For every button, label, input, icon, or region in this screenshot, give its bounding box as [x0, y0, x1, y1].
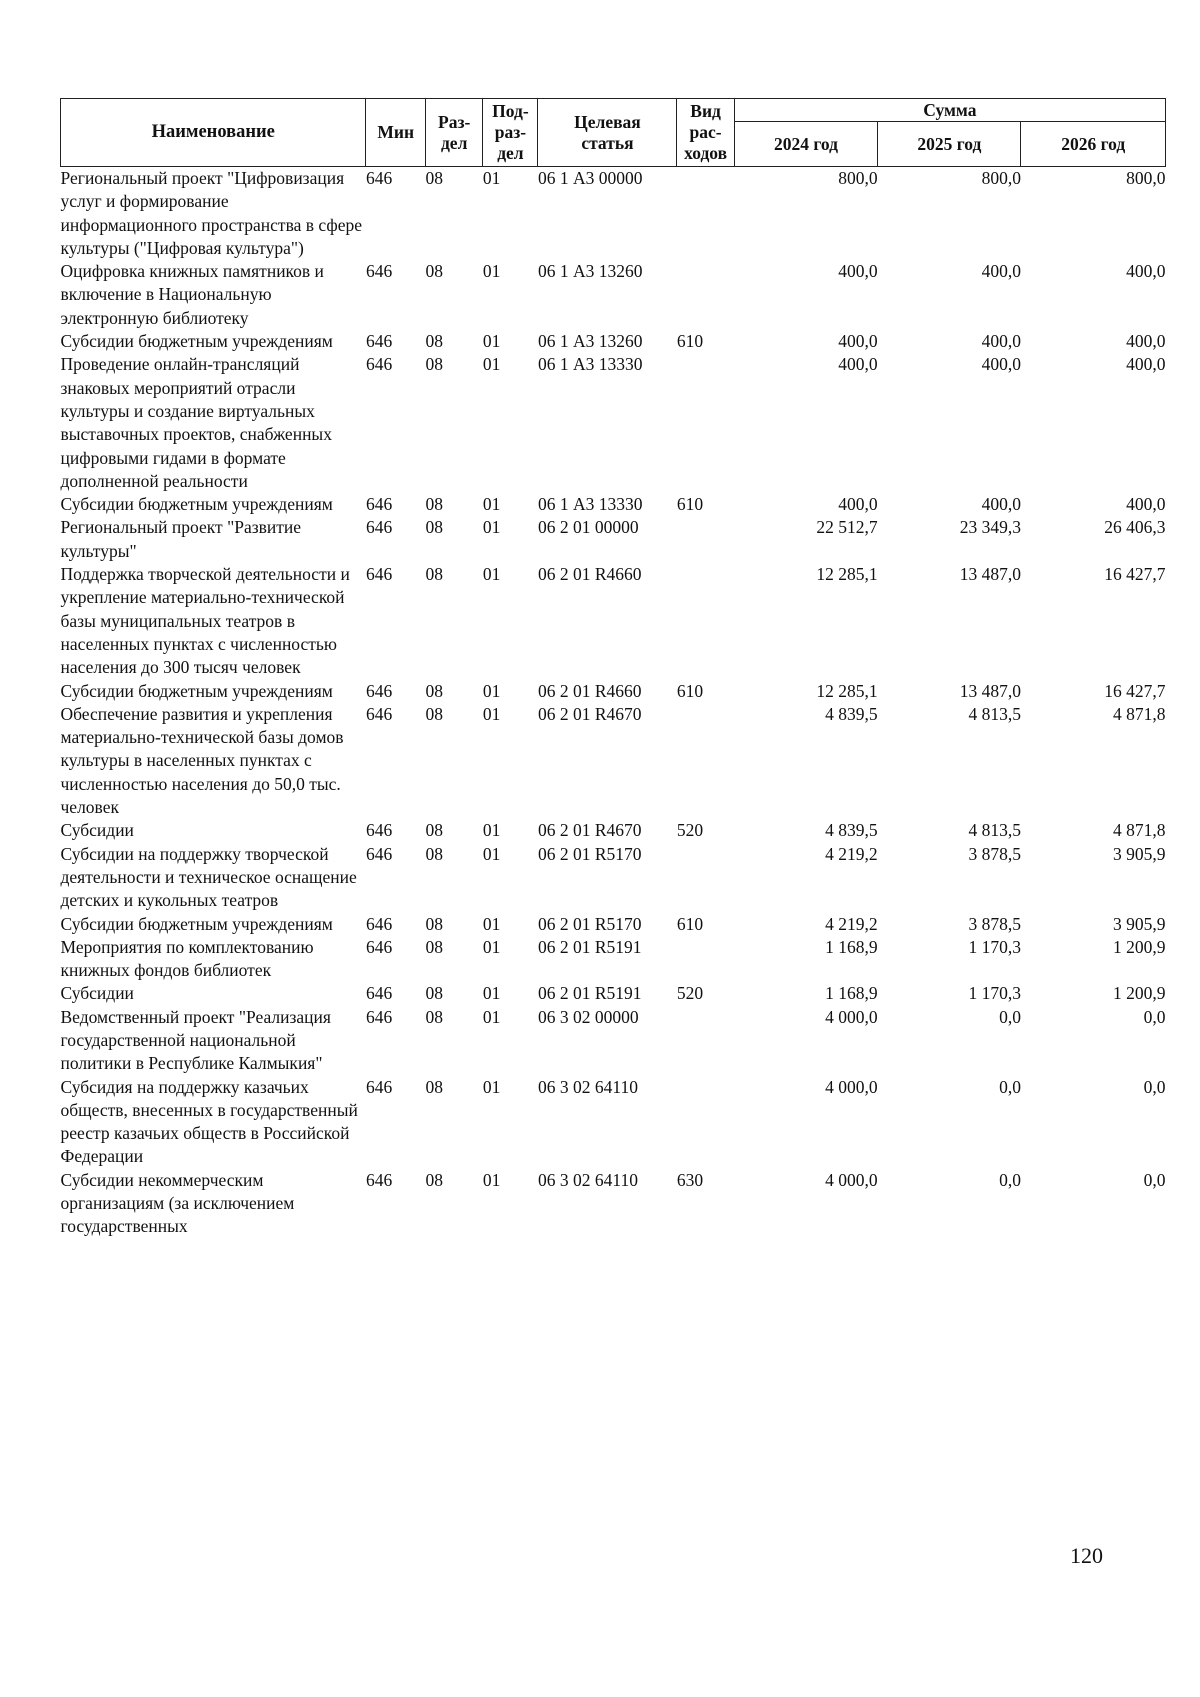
vid-rashodov-cell [677, 1006, 734, 1076]
podrazdel-cell: 01 [482, 913, 501, 934]
razdel-cell: 08 [425, 354, 444, 375]
sum-2026-cell: 0,0 [1143, 1169, 1166, 1190]
sum-2025-cell: 13 487,0 [959, 680, 1021, 701]
vid-rashodov-cell [677, 260, 734, 330]
razdel-cell: 08 [425, 564, 444, 585]
sum-2024-cell: 12 285,1 [816, 680, 878, 701]
sum-2025-cell: 3 878,5 [968, 913, 1021, 934]
razdel-cell: 08 [425, 494, 444, 515]
celevaya-statya-cell: 06 2 01 R4670 [537, 703, 642, 724]
sum-2025-cell: 3 878,5 [968, 843, 1021, 864]
name-cell: Обеспечение развития и укрепления материально-технической базы домов культуры в населенных пунктах с численностью населения до 50,0 тыс. человек [60, 703, 344, 818]
page-number: 120 [1070, 1543, 1103, 1568]
podrazdel-cell: 01 [482, 564, 501, 585]
podrazdel-cell: 01 [482, 354, 501, 375]
budget-table [60, 98, 1166, 1239]
sum-2026-cell: 16 427,7 [1104, 564, 1166, 585]
celevaya-statya-cell: 06 1 А3 13330 [537, 494, 643, 515]
table-row [61, 167, 1166, 261]
razdel-cell: 08 [425, 843, 444, 864]
celevaya-statya-cell: 06 2 01 R5191 [537, 936, 642, 957]
podrazdel-cell: 01 [482, 168, 501, 188]
sum-2026-cell: 400,0 [1126, 331, 1166, 352]
vid-rashodov-cell [677, 843, 734, 913]
budget-sheet [60, 98, 1166, 1239]
table-row [61, 516, 1166, 563]
sum-2024-cell: 1 168,9 [825, 983, 878, 1004]
razdel-cell: 08 [425, 1006, 444, 1027]
sum-2025-cell: 1 170,3 [968, 936, 1021, 957]
name-cell: Субсидия на поддержку казачьих обществ, внесенных в государственный реестр казачьих обществ в Российской Федерации [60, 1076, 358, 1167]
min-cell: 646 [365, 517, 393, 538]
razdel-cell: 08 [425, 820, 444, 841]
razdel-cell: 08 [425, 168, 444, 188]
table-row [61, 330, 1166, 353]
name-cell: Субсидии [60, 820, 134, 841]
table-row [61, 493, 1166, 516]
vid-rashodov-cell [677, 936, 734, 983]
header-name: Наименование [61, 99, 366, 167]
podrazdel-cell: 01 [482, 494, 501, 515]
header-min: Мин [366, 99, 426, 167]
sum-2024-cell: 400,0 [838, 261, 878, 282]
vid-rashodov-cell [677, 1076, 734, 1169]
vid-rashodov-cell [677, 516, 734, 563]
name-cell: Поддержка творческой деятельности и укрепление материально-технической базы муниципальных театров в населенных пунктах с численностью населения до 300 тысяч человек [60, 564, 350, 678]
table-row [61, 913, 1166, 936]
podrazdel-cell: 01 [482, 1076, 501, 1097]
table-body [61, 167, 1166, 1239]
sum-2026-cell: 800,0 [1126, 168, 1166, 188]
table-row [61, 703, 1166, 819]
table-row [61, 260, 1166, 330]
sum-2026-cell: 16 427,7 [1104, 680, 1166, 701]
vid-rashodov-cell [677, 353, 734, 493]
table-row [61, 563, 1166, 679]
header-year-2024: 2024 год [734, 122, 877, 167]
min-cell: 646 [365, 168, 393, 188]
min-cell: 646 [365, 680, 393, 701]
header-podrazdel: Под- раз- дел [483, 99, 538, 167]
table-header [61, 99, 1166, 167]
sum-2025-cell: 800,0 [981, 168, 1021, 188]
min-cell: 646 [365, 564, 393, 585]
sum-2025-cell: 23 349,3 [959, 517, 1021, 538]
header-razdel: Раз- дел [426, 99, 483, 167]
name-cell: Ведомственный проект "Реализация государственной национальной политики в Республике Калмыкия" [60, 1006, 331, 1074]
name-cell: Субсидии бюджетным учреждениям [60, 913, 333, 934]
min-cell: 646 [365, 494, 393, 515]
sum-2024-cell: 4 219,2 [825, 913, 878, 934]
razdel-cell: 08 [425, 913, 444, 934]
min-cell: 646 [365, 703, 393, 724]
sum-2026-cell: 400,0 [1126, 494, 1166, 515]
name-cell: Проведение онлайн-трансляций знаковых мероприятий отрасли культуры и создание виртуальных выставочных проектов, снабженных цифровыми гидами в формате дополненной реальности [60, 354, 332, 491]
podrazdel-cell: 01 [482, 1006, 501, 1027]
razdel-cell: 08 [425, 680, 444, 701]
name-cell: Субсидии бюджетным учреждениям [60, 494, 333, 515]
vid-rashodov-cell: 610 [676, 331, 704, 352]
sum-2024-cell: 22 512,7 [816, 517, 878, 538]
celevaya-statya-cell: 06 2 01 R5170 [537, 843, 642, 864]
celevaya-statya-cell: 06 2 01 00000 [537, 517, 639, 538]
table-row [61, 982, 1166, 1005]
podrazdel-cell: 01 [482, 680, 501, 701]
min-cell: 646 [365, 913, 393, 934]
table-row [61, 1006, 1166, 1076]
sum-2024-cell: 4 219,2 [825, 843, 878, 864]
min-cell: 646 [365, 936, 393, 957]
celevaya-statya-cell: 06 1 А3 13260 [537, 331, 643, 352]
razdel-cell: 08 [425, 1169, 444, 1190]
sum-2025-cell: 13 487,0 [959, 564, 1021, 585]
razdel-cell: 08 [425, 517, 444, 538]
sum-2026-cell: 3 905,9 [1113, 843, 1166, 864]
table-row [61, 1076, 1166, 1169]
sum-2025-cell: 400,0 [981, 261, 1021, 282]
sum-2024-cell: 12 285,1 [816, 564, 878, 585]
header-year-2026: 2026 год [1021, 122, 1166, 167]
vid-rashodov-cell: 520 [676, 983, 704, 1004]
sum-2025-cell: 4 813,5 [968, 820, 1021, 841]
min-cell: 646 [365, 261, 393, 282]
min-cell: 646 [365, 843, 393, 864]
name-cell: Региональный проект "Цифровизация услуг и формирование информационного пространства в сфере культуры ("Цифровая культура") [60, 168, 362, 258]
sum-2026-cell: 0,0 [1143, 1076, 1166, 1097]
name-cell: Региональный проект "Развитие культуры" [60, 517, 302, 561]
vid-rashodov-cell [677, 703, 734, 819]
podrazdel-cell: 01 [482, 1169, 501, 1190]
sum-2026-cell: 1 200,9 [1113, 936, 1166, 957]
header-year-2025: 2025 год [878, 122, 1021, 167]
vid-rashodov-cell: 630 [676, 1169, 704, 1190]
celevaya-statya-cell: 06 2 01 R4660 [537, 564, 642, 585]
table-row [61, 936, 1166, 983]
table-row [61, 353, 1166, 493]
razdel-cell: 08 [425, 331, 444, 352]
podrazdel-cell: 01 [482, 843, 501, 864]
name-cell: Субсидии на поддержку творческой деятельности и техническое оснащение детских и кукольных театров [60, 843, 357, 911]
sum-2026-cell: 400,0 [1126, 354, 1166, 375]
sum-2024-cell: 4 839,5 [825, 703, 878, 724]
celevaya-statya-cell: 06 1 А3 13330 [537, 354, 643, 375]
min-cell: 646 [365, 354, 393, 375]
name-cell: Мероприятия по комплектованию книжных фондов библиотек [60, 936, 314, 981]
sum-2024-cell: 400,0 [838, 331, 878, 352]
vid-rashodov-cell: 610 [676, 494, 704, 515]
podrazdel-cell: 01 [482, 936, 501, 957]
header-vid-rashodov: Вид рас- ходов [677, 99, 734, 167]
sum-2026-cell: 26 406,3 [1104, 517, 1166, 538]
min-cell: 646 [365, 820, 393, 841]
sum-2025-cell: 400,0 [981, 354, 1021, 375]
sum-2024-cell: 4 000,0 [825, 1076, 878, 1097]
razdel-cell: 08 [425, 261, 444, 282]
header-summa: Сумма [734, 99, 1165, 122]
celevaya-statya-cell: 06 1 А3 13260 [537, 261, 643, 282]
min-cell: 646 [365, 983, 393, 1004]
sum-2025-cell: 0,0 [999, 1076, 1021, 1097]
sum-2025-cell: 400,0 [981, 494, 1021, 515]
vid-rashodov-cell: 610 [676, 680, 704, 701]
sum-2026-cell: 4 871,8 [1113, 820, 1166, 841]
podrazdel-cell: 01 [482, 820, 501, 841]
celevaya-statya-cell: 06 2 01 R4670 [537, 820, 642, 841]
sum-2024-cell: 400,0 [838, 354, 878, 375]
sum-2024-cell: 4 000,0 [825, 1006, 878, 1027]
sum-2024-cell: 4 839,5 [825, 820, 878, 841]
name-cell: Оцифровка книжных памятников и включение в Национальную электронную библиотеку [60, 261, 324, 328]
sum-2026-cell: 400,0 [1126, 261, 1166, 282]
table-row [61, 843, 1166, 913]
name-cell: Субсидии [60, 983, 134, 1004]
table-row [61, 819, 1166, 842]
name-cell: Субсидии бюджетным учреждениям [60, 331, 333, 352]
name-cell: Субсидии бюджетным учреждениям [60, 680, 333, 701]
name-cell: Субсидии некоммерческим организациям (за исключением государственных [60, 1169, 295, 1237]
min-cell: 646 [365, 1006, 393, 1027]
vid-rashodov-cell [677, 167, 734, 261]
sum-2026-cell: 0,0 [1143, 1006, 1166, 1027]
razdel-cell: 08 [425, 703, 444, 724]
podrazdel-cell: 01 [482, 703, 501, 724]
vid-rashodov-cell: 610 [676, 913, 704, 934]
podrazdel-cell: 01 [482, 983, 501, 1004]
min-cell: 646 [365, 1076, 393, 1097]
sum-2026-cell: 3 905,9 [1113, 913, 1166, 934]
sum-2025-cell: 0,0 [999, 1169, 1021, 1190]
sum-2024-cell: 4 000,0 [825, 1169, 878, 1190]
podrazdel-cell: 01 [482, 331, 501, 352]
celevaya-statya-cell: 06 2 01 R4660 [537, 680, 642, 701]
sum-2025-cell: 4 813,5 [968, 703, 1021, 724]
sum-2024-cell: 400,0 [838, 494, 878, 515]
vid-rashodov-cell: 520 [676, 820, 704, 841]
sum-2024-cell: 1 168,9 [825, 936, 878, 957]
razdel-cell: 08 [425, 983, 444, 1004]
sum-2024-cell: 800,0 [838, 168, 878, 188]
table-row [61, 1169, 1166, 1239]
celevaya-statya-cell: 06 2 01 R5191 [537, 983, 642, 1004]
sum-2026-cell: 4 871,8 [1113, 703, 1166, 724]
sum-2025-cell: 0,0 [999, 1006, 1021, 1027]
vid-rashodov-cell [677, 563, 734, 679]
podrazdel-cell: 01 [482, 517, 501, 538]
min-cell: 646 [365, 1169, 393, 1190]
celevaya-statya-cell: 06 3 02 00000 [537, 1006, 639, 1027]
razdel-cell: 08 [425, 936, 444, 957]
table-row [61, 680, 1166, 703]
celevaya-statya-cell: 06 3 02 64110 [537, 1169, 638, 1190]
podrazdel-cell: 01 [482, 261, 501, 282]
celevaya-statya-cell: 06 3 02 64110 [537, 1076, 638, 1097]
razdel-cell: 08 [425, 1076, 444, 1097]
header-celevaya-statya: Целевая статья [538, 99, 677, 167]
celevaya-statya-cell: 06 2 01 R5170 [537, 913, 642, 934]
celevaya-statya-cell: 06 1 А3 00000 [537, 168, 643, 188]
sum-2025-cell: 1 170,3 [968, 983, 1021, 1004]
sum-2025-cell: 400,0 [981, 331, 1021, 352]
sum-2026-cell: 1 200,9 [1113, 983, 1166, 1004]
min-cell: 646 [365, 331, 393, 352]
